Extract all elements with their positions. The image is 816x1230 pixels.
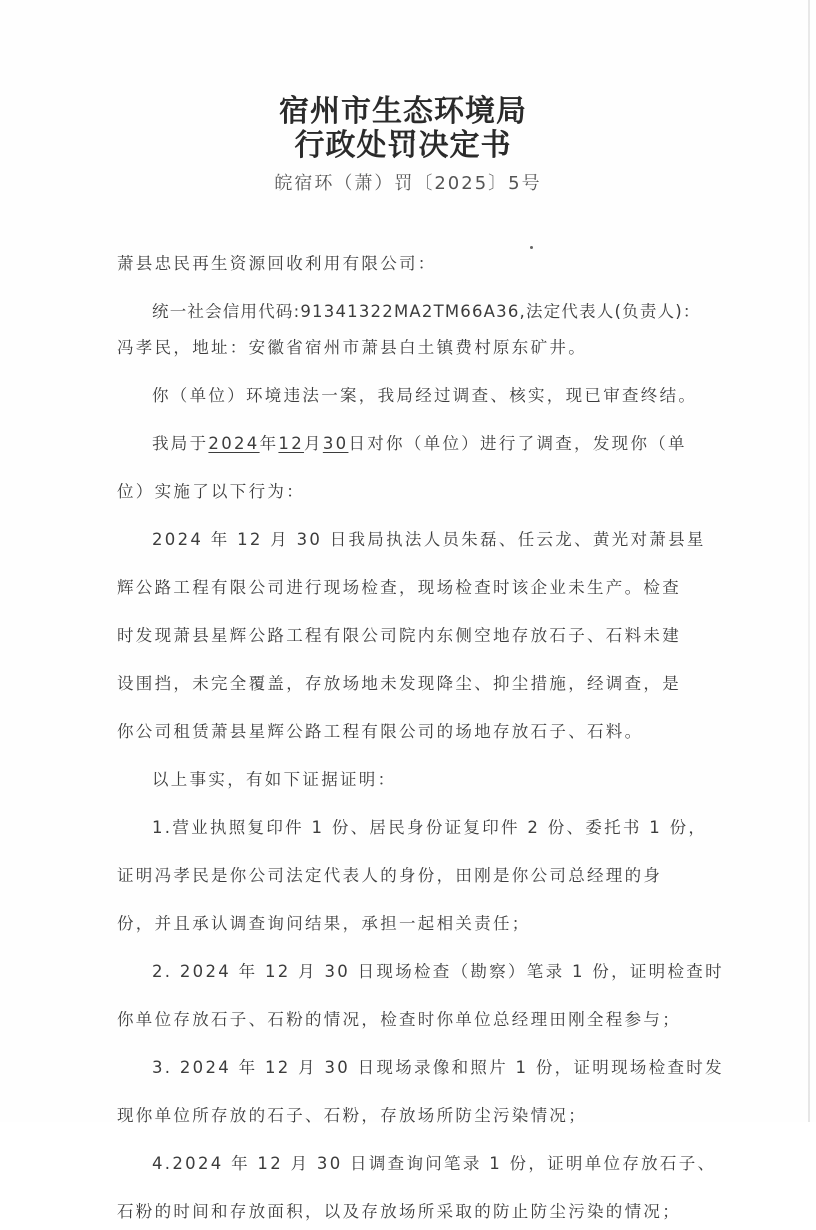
evidence-2-line: 2. 2024 年 12 月 30 日现场检查（勘察）笔录 1 份，证明检查时 xyxy=(152,962,724,981)
investigation-line-2: 位）实施了以下行为： xyxy=(117,482,305,501)
facts-line: 2024 年 12 月 30 日我局执法人员朱磊、任云龙、黄光对萧县星 xyxy=(152,530,706,549)
evidence-3-line: 现你单位所存放的石子、石粉，存放场所防尘污染情况； xyxy=(117,1106,587,1125)
evidence-2-line: 你单位存放石子、石粉的情况，检查时你单位总经理田刚全程参与； xyxy=(117,1010,681,1029)
evidence-intro: 以上事实，有如下证据证明： xyxy=(152,770,397,789)
investigation-month: 12 xyxy=(278,434,305,453)
investigation-prefix: 我局于 xyxy=(152,434,209,453)
facts-line: 时发现萧县星辉公路工程有限公司院内东侧空地存放石子、石料未建 xyxy=(117,626,681,645)
facts-line: 你公司租赁萧县星辉公路工程有限公司的场地存放石子、石料。 xyxy=(117,722,644,741)
investigation-month-suffix: 月 xyxy=(304,434,323,453)
document-body xyxy=(117,246,724,1230)
investigation-year-suffix: 年 xyxy=(259,434,279,453)
evidence-4-line: 4.2024 年 12 月 30 日调查询问笔录 1 份，证明单位存放石子、 xyxy=(152,1154,717,1173)
evidence-3-line: 3. 2024 年 12 月 30 日现场录像和照片 1 份，证明现场检查时发 xyxy=(152,1058,724,1077)
investigation-day: 30 xyxy=(322,434,349,453)
document-number: 皖宿环（萧）罚〔2025〕5号 xyxy=(274,173,542,194)
investigation-year: 2024 xyxy=(208,434,260,453)
evidence-1-line: 份，并且承认调查询问结果，承担一起相关责任； xyxy=(117,914,531,933)
investigation-line-1 xyxy=(117,426,687,462)
investigation-rest: 日对你（单位）进行了调查，发现你（单 xyxy=(348,434,687,453)
scan-edge xyxy=(808,0,810,1122)
recipient: 萧县忠民再生资源回收利用有限公司： xyxy=(117,254,437,273)
credit-line-2: 冯孝民，地址：安徽省宿州市萧县白土镇费村原东矿井。 xyxy=(117,338,587,357)
evidence-1-line: 证明冯孝民是你公司法定代表人的身份，田刚是你公司总经理的身 xyxy=(117,866,663,885)
title-line-1: 宿州市生态环境局 xyxy=(279,94,527,129)
evidence-1-line: 1.营业执照复印件 1 份、居民身份证复印件 2 份、委托书 1 份， xyxy=(152,818,708,837)
title-line-2: 行政处罚决定书 xyxy=(294,128,512,163)
facts-line: 设围挡，未完全覆盖，存放场地未发现降尘、抑尘措施，经调查，是 xyxy=(117,674,681,693)
facts-line: 辉公路工程有限公司进行现场检查，现场检查时该企业未生产。检查 xyxy=(117,578,681,597)
evidence-4-line: 石粉的时间和存放面积，以及存放场所采取的防止防尘污染的情况； xyxy=(117,1202,681,1221)
credit-line-1: 统一社会信用代码:91341322MA2TM66A36,法定代表人(负责人)： xyxy=(152,302,701,321)
case-statement: 你（单位）环境违法一案，我局经过调查、核实，现已审查终结。 xyxy=(152,386,698,405)
